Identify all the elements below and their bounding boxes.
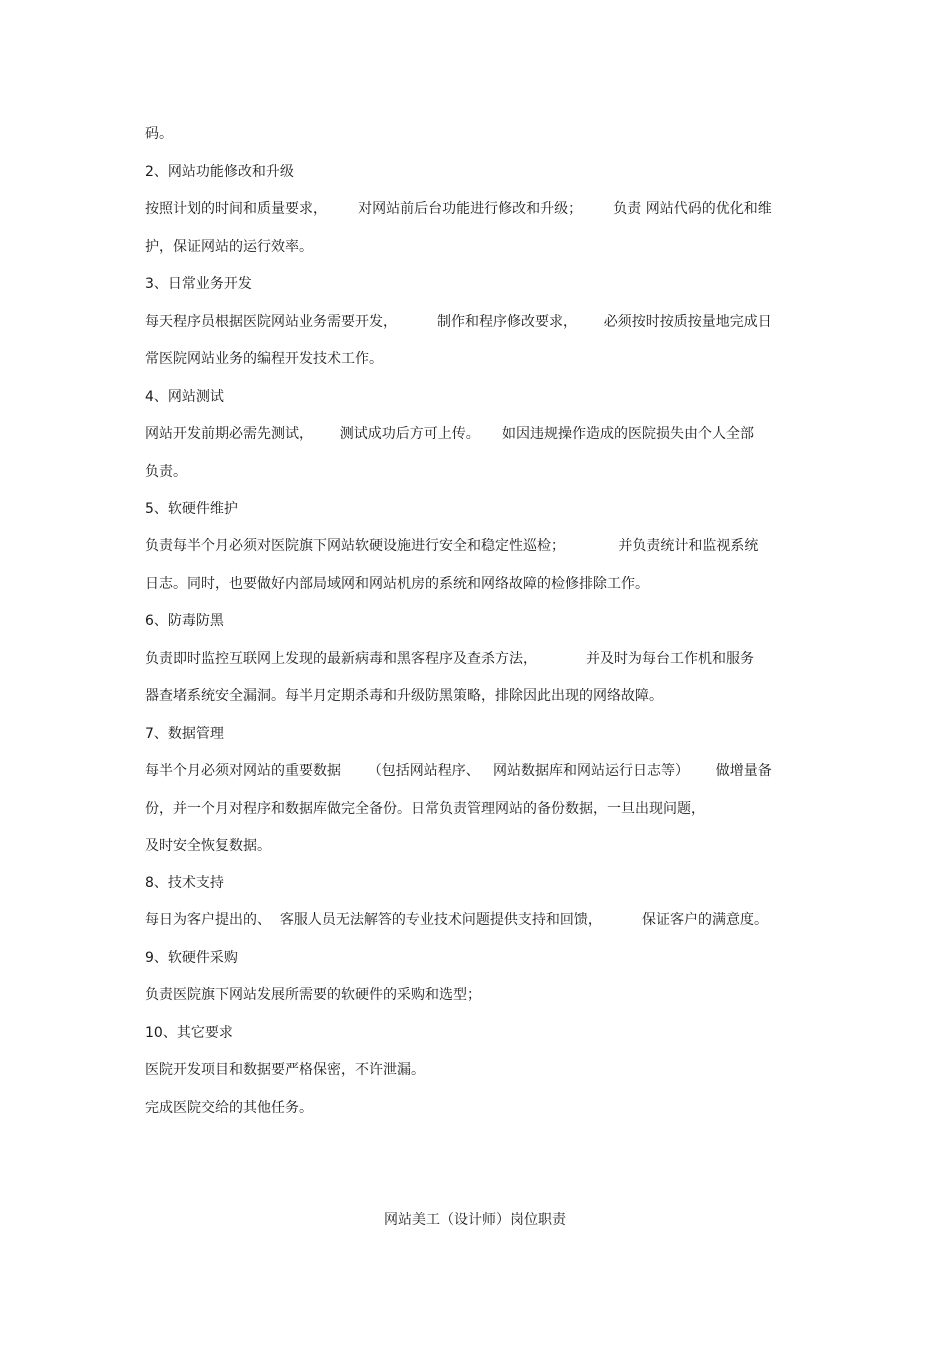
text-line: 护，保证网站的运行效率。	[145, 239, 313, 255]
section-heading: 8、技术支持	[145, 875, 224, 891]
text-line: 医院开发项目和数据要严格保密，不许泄漏。	[145, 1062, 425, 1078]
document-title: 网站美工（设计师）岗位职责	[384, 1212, 566, 1228]
text-line: 每半个月必须对网站的重要数据 （包括网站程序、 网站数据库和网站运行日志等） 做增量备	[145, 763, 772, 779]
text-line: 常医院网站业务的编程开发技术工作。	[145, 351, 383, 367]
text-line: 负责每半个月必须对医院旗下网站软硬设施进行安全和稳定性巡检； 并负责统计和监视系统	[145, 538, 759, 554]
text-line: 按照计划的时间和质量要求， 对网站前后台功能进行修改和升级； 负责 网站代码的优化和维	[145, 201, 772, 217]
text-line: 完成医院交给的其他任务。	[145, 1100, 313, 1116]
text-line: 每天程序员根据医院网站业务需要开发， 制作和程序修改要求， 必须按时按质按量地完成日	[145, 314, 772, 330]
text-line: 每日为客户提出的、 客服人员无法解答的专业技术问题提供支持和回馈， 保证客户的满意度。	[145, 912, 768, 928]
text-line: 码。	[145, 126, 173, 142]
text-line: 器查堵系统安全漏洞。每半月定期杀毒和升级防黑策略，排除因此出现的网络故障。	[145, 688, 663, 704]
section-heading: 5、软硬件维护	[145, 501, 238, 517]
section-heading: 2、网站功能修改和升级	[145, 164, 294, 180]
text-line: 负责。	[145, 464, 187, 480]
section-heading: 7、数据管理	[145, 726, 224, 742]
text-line: 及时安全恢复数据。	[145, 838, 271, 854]
section-heading: 9、软硬件采购	[145, 950, 238, 966]
section-heading: 3、日常业务开发	[145, 276, 252, 292]
text-line: 份，并一个月对程序和数据库做完全备份。日常负责管理网站的备份数据，一旦出现问题，	[145, 801, 705, 817]
text-line: 负责即时监控互联网上发现的最新病毒和黑客程序及查杀方法， 并及时为每台工作机和服务	[145, 651, 754, 667]
text-line: 负责医院旗下网站发展所需要的软硬件的采购和选型；	[145, 987, 481, 1003]
section-heading: 10、其它要求	[145, 1025, 233, 1041]
section-heading: 6、防毒防黑	[145, 613, 224, 629]
text-line: 网站开发前期必需先测试， 测试成功后方可上传。 如因违规操作造成的医院损失由个人全部	[145, 426, 754, 442]
section-heading: 4、网站测试	[145, 389, 224, 405]
text-line: 日志。同时，也要做好内部局域网和网站机房的系统和网络故障的检修排除工作。	[145, 576, 649, 592]
